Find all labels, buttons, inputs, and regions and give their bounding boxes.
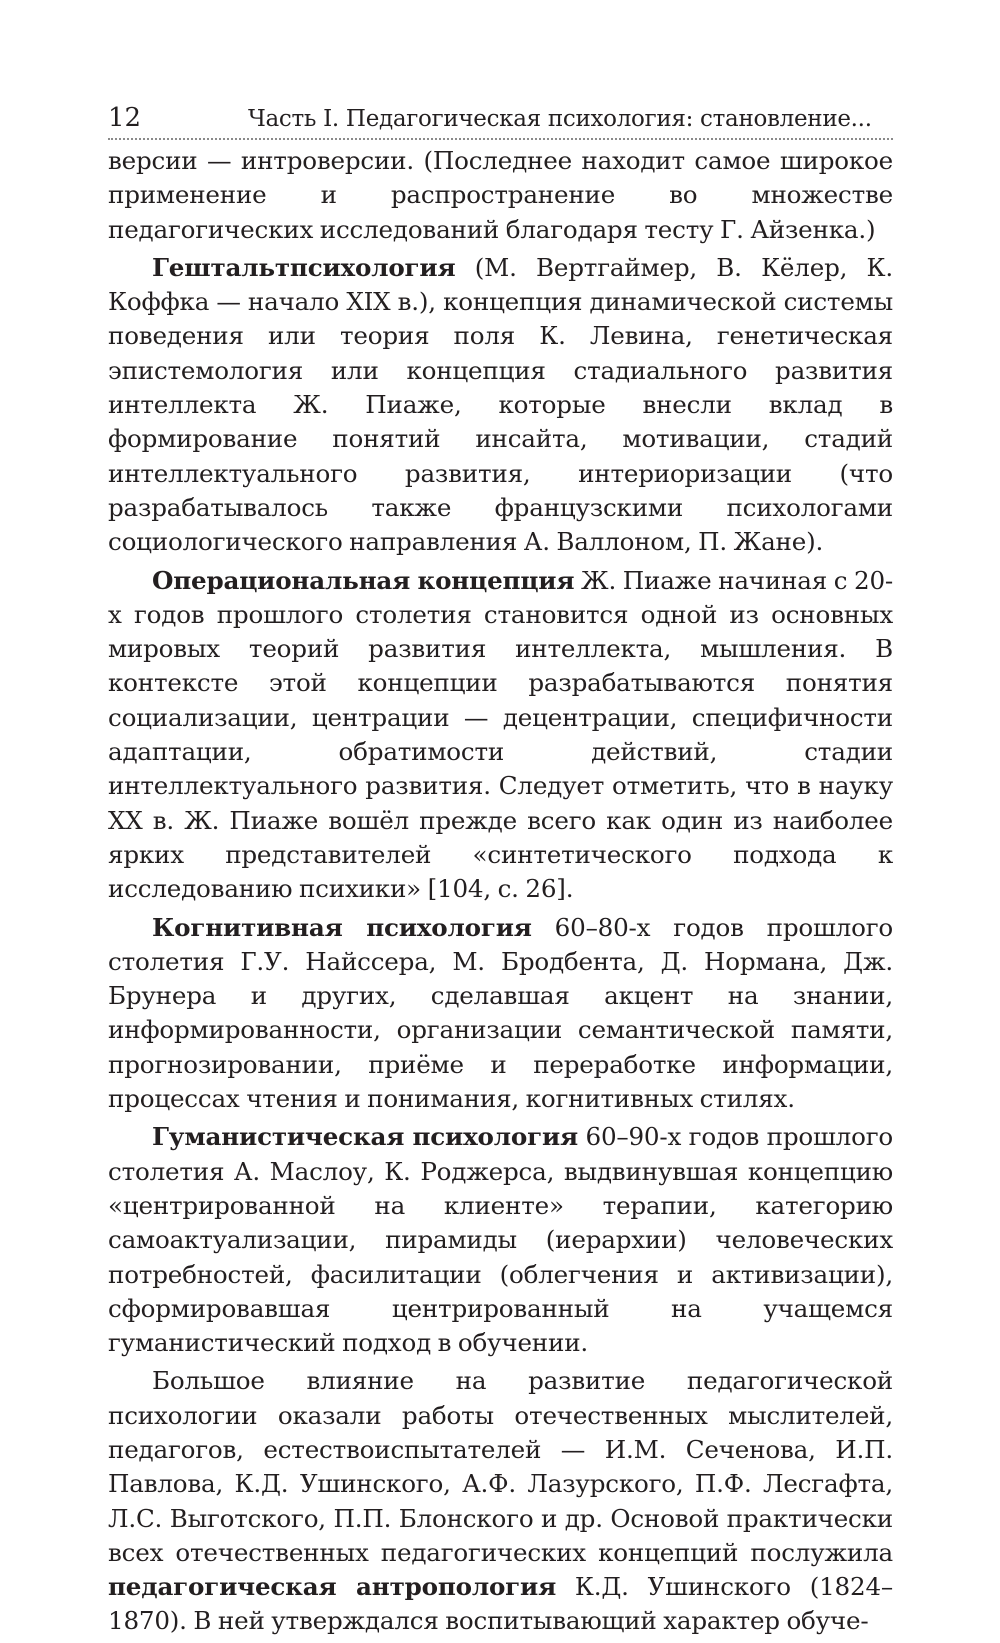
term-cognitive-psychology: Когнитивная психология [152, 912, 532, 942]
header-rule [108, 138, 893, 140]
paragraph-cognitive [108, 911, 893, 1117]
paragraph-text: Ж. Пиаже начиная с 20-х годов прошлого столетия становится одной из основных мировых теорий развития интеллекта, мышления. В контексте этой концепции разрабатываются понятия социализации, центрации — децентрации, специфичности адаптации, обратимости действий, стадии интеллектуального развития. Следует отметить, что в науку XX в. Ж. Пиаже вошёл прежде всего как один из наиболее ярких представителей «синтетического подхода к исследованию психики» [104, с. 26]. [108, 565, 894, 904]
paragraph-text: Большое влияние на развитие педагогической психологии оказали работы отечественных мыслителей, педагогов, естествоиспытателей — И.М. Сеченова, И.П. Павлова, К.Д. Ушинского, А.Ф. Лазурского, П.Ф. Лесгафта, Л.С. Выготского, П.П. Блонского и др. Основой практически всех отечественных педагогических концепций послужила [108, 1366, 893, 1567]
paragraph-domestic-influence [108, 1364, 893, 1638]
term-gestalt-psychology: Гештальтпсихология [152, 252, 456, 282]
running-head-title: Часть I. Педагогическая психология: становление... [248, 106, 872, 132]
paragraph-text: 60–90-х годов прошлого столетия А. Маслоу, К. Роджерса, выдвинувшая концепцию «центрированной на клиенте» терапии, категорию самоактуализации, пирамиды (иерархии) человеческих потребностей, фасилитации (облегчения и активизации), сформировавшая центрированный на учащемся гуманистический подход в обучении. [108, 1122, 893, 1358]
term-operational-concept: Операциональная концепция [152, 565, 575, 595]
term-humanistic-psychology: Гуманистическая психология [152, 1122, 578, 1152]
paragraph-operational [108, 564, 893, 907]
paragraph-text: версии — интроверсии. (Последнее находит самое широкое применение и распространение во множестве педагогических исследований благодаря тесту Г. Айзенка.) [108, 146, 893, 244]
paragraph-text: К.Д. Ушинского (1824–1870). В ней утверждался воспитывающий характер обуче- [108, 1572, 893, 1636]
book-page [108, 100, 893, 1643]
body-text [108, 144, 893, 1639]
running-head [108, 100, 893, 136]
term-pedagogical-anthropology: педагогическая антропология [108, 1572, 557, 1602]
paragraph-text: (М. Вертгаймер, В. Кёлер, К. Коффка — начало XIX в.), концепция динамической системы поведения или теория поля К. Левина, генетическая эпистемология или концепция стадиального развития интеллекта Ж. Пиаже, которые внесли вклад в формирование понятий инсайта, мотивации, стадий интеллектуального развития, интериоризации (что разрабатывалось также французскими психологами социологического направления А. Валлоном, П. Жане). [108, 252, 893, 557]
paragraph-gestalt [108, 251, 893, 560]
paragraph-humanistic [108, 1120, 893, 1360]
paragraph-continuation [108, 144, 893, 247]
page-number: 12 [108, 103, 142, 133]
paragraph-text: 60–80-х годов прошлого столетия Г.У. Найссера, М. Бродбента, Д. Нормана, Дж. Брунера и других, сделавшая акцент на знании, информированности, организации семантической памяти, прогнозировании, приёме и переработке информации, процессах чтения и понимания, когнитивных стилях. [108, 912, 893, 1114]
